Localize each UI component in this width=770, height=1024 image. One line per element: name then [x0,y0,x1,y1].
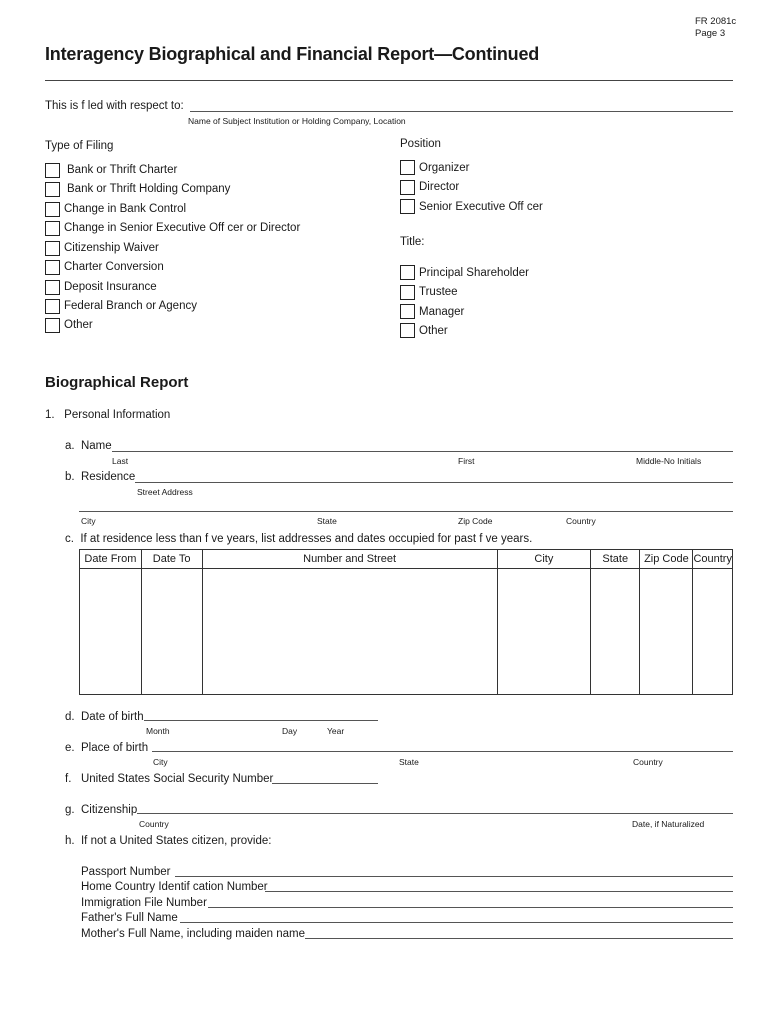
pob-country-caption: Country [633,757,663,767]
column-number-street: Number and Street [202,550,497,569]
checkbox-senior-executive[interactable] [400,199,415,214]
name-label: a. Name [65,440,112,452]
citizenship-input[interactable] [137,813,733,814]
page-number: Page 3 [695,28,726,39]
cell-country[interactable] [693,569,733,695]
page-title: Interagency Biographical and Financial Report—Continued [45,44,540,64]
place-of-birth-label: e. Place of birth [65,742,149,754]
label-citizenship-waiver: Citizenship Waiver [64,242,159,254]
label-manager: Manager [419,306,465,318]
dob-year-caption: Year [327,726,345,736]
name-middle-caption: Middle-No Initials [636,456,702,466]
pob-city-caption: City [153,757,168,767]
checkbox-manager[interactable] [400,304,415,319]
checkbox-position-other[interactable] [400,323,415,338]
label-deposit-insurance: Deposit Insurance [64,281,157,293]
residence-street-caption: Street Address [137,487,193,497]
label-bank-thrift-holding: Bank or Thrift Holding Company [67,183,231,195]
passport-number-label: Passport Number [81,866,171,878]
name-input[interactable] [112,451,733,452]
checkbox-charter-conversion[interactable] [45,260,60,275]
citizenship-label: g. Citizenship [65,804,138,816]
ssn-input[interactable] [272,783,378,784]
ssn-label: f. United States Social Security Number [65,773,274,785]
cell-city[interactable] [497,569,590,695]
passport-number-input[interactable] [175,876,733,877]
residence-country-caption: Country [566,516,596,526]
table-header-row [80,550,733,569]
column-date-from: Date From [80,550,142,569]
column-country: Country [693,550,733,569]
dob-day-caption: Day [282,726,298,736]
section-personal-information: 1. Personal Information [45,409,171,421]
column-date-to: Date To [141,550,202,569]
filed-with-input[interactable] [190,111,733,112]
mother-name-label: Mother's Full Name, including maiden name [81,928,305,940]
label-filing-other: Other [64,319,93,331]
checkbox-director[interactable] [400,180,415,195]
column-state: State [591,550,640,569]
father-name-input[interactable] [180,922,733,923]
mother-name-input[interactable] [305,938,733,939]
position-heading: Position [400,138,441,150]
residence-zip-caption: Zip Code [458,516,493,526]
type-of-filing-heading: Type of Filing [45,140,114,152]
checkbox-citizenship-waiver[interactable] [45,241,60,256]
label-position-other: Other [419,325,448,337]
residence-city-caption: City [81,516,96,526]
checkbox-deposit-insurance[interactable] [45,280,60,295]
dob-month-caption: Month [146,726,170,736]
cell-number-street[interactable] [202,569,497,695]
column-city: City [497,550,590,569]
checkbox-bank-thrift-holding[interactable] [45,182,60,197]
checkbox-organizer[interactable] [400,160,415,175]
residence-state-caption: State [317,516,337,526]
column-zip-code: Zip Code [640,550,693,569]
label-principal-shareholder: Principal Shareholder [419,267,529,279]
label-charter-conversion: Charter Conversion [64,261,164,273]
cell-zip-code[interactable] [640,569,693,695]
citizenship-date-caption: Date, if Naturalized [632,819,705,829]
checkbox-trustee[interactable] [400,285,415,300]
label-change-senior-officer: Change in Senior Executive Off cer or Director [64,222,301,234]
checkbox-filing-other[interactable] [45,318,60,333]
label-federal-branch: Federal Branch or Agency [64,300,197,312]
date-of-birth-label: d. Date of birth [65,711,144,723]
form-number: FR 2081c [695,16,737,27]
label-bank-thrift-charter: Bank or Thrift Charter [67,164,178,176]
title-rule [45,80,733,81]
table-row [80,569,733,695]
date-of-birth-input[interactable] [144,720,378,721]
filed-with-label: This is f led with respect to: [45,100,184,112]
title-label: Title: [400,236,425,248]
residence-label: b. Residence [65,471,136,483]
checkbox-bank-thrift-charter[interactable] [45,163,60,178]
label-senior-executive: Senior Executive Off cer [419,201,543,213]
checkbox-change-bank-control[interactable] [45,202,60,217]
label-director: Director [419,181,460,193]
non-citizen-label: h. If not a United States citizen, provide: [65,835,272,847]
label-change-bank-control: Change in Bank Control [64,203,187,215]
filed-with-caption: Name of Subject Institution or Holding Company, Location [188,116,406,126]
immigration-file-label: Immigration File Number [81,897,207,909]
prior-addresses-label: c. If at residence less than f ve years, list addresses and dates occupied for past f ve years. [65,533,533,545]
name-last-caption: Last [112,456,129,466]
residence-city-input[interactable] [79,511,733,512]
citizenship-country-caption: Country [139,819,169,829]
checkbox-federal-branch[interactable] [45,299,60,314]
home-country-id-input[interactable] [265,891,733,892]
name-first-caption: First [458,456,475,466]
cell-date-to[interactable] [141,569,202,695]
cell-state[interactable] [591,569,640,695]
label-organizer: Organizer [419,162,470,174]
biographical-report-heading: Biographical Report [45,374,189,391]
residence-street-input[interactable] [135,482,733,483]
prior-addresses-table [79,549,733,695]
cell-date-from[interactable] [80,569,142,695]
label-trustee: Trustee [419,286,458,298]
father-name-label: Father's Full Name [81,912,178,924]
checkbox-change-senior-officer[interactable] [45,221,60,236]
home-country-id-label: Home Country Identif cation Number [81,881,268,893]
pob-state-caption: State [399,757,419,767]
immigration-file-input[interactable] [208,907,733,908]
checkbox-principal-shareholder[interactable] [400,265,415,280]
place-of-birth-input[interactable] [152,751,733,752]
